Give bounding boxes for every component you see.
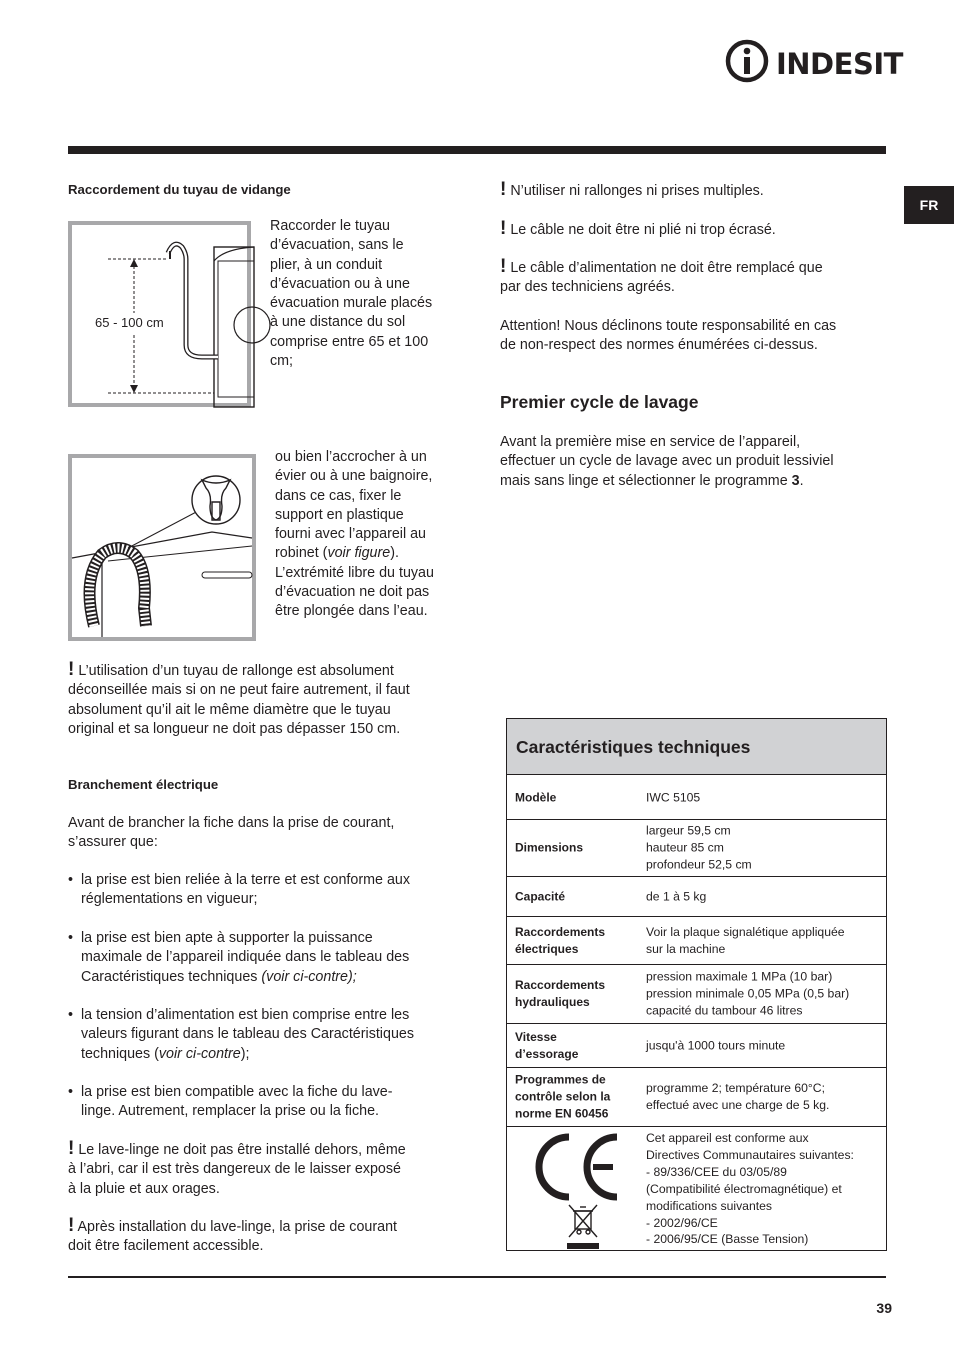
ce-weee-marks bbox=[527, 1131, 623, 1251]
electrical-title: Branchement électrique bbox=[68, 777, 219, 792]
warning-icon: ! bbox=[500, 179, 507, 200]
electrical-intro: Avant de brancher la fiche dans la prise de courant, s’assurer que: bbox=[68, 815, 395, 851]
socket-access-warning: ! Après installation du lave-linge, la prise de courant doit être facilement accessible. bbox=[68, 1215, 397, 1255]
spec-row-hydraulic: Raccordements hydrauliques pression maximale 1 MPa (10 bar) pression minimale 0,05 MPa (0,5 bar) capacité du tambour 46 litres bbox=[507, 965, 886, 1024]
outdoor-warning: ! Le lave-linge ne doit pas être installé dehors, même à l’abri, car il est très dangereux de le laisser exposé à la pluie et aux orages. bbox=[68, 1138, 406, 1197]
liability-notice: Attention! Nous déclinons toute responsabilité en cas de non-respect des normes énumérées ci-dessus. bbox=[500, 318, 837, 354]
specs-header bbox=[507, 719, 886, 775]
language-tab: FR bbox=[904, 186, 954, 224]
requirement-item-plug: • la prise est bien compatible avec la fiche du lave- linge. Autrement, remplacer la prise ou la fiche. bbox=[68, 1084, 393, 1120]
indesit-logo bbox=[724, 38, 903, 84]
drain-height-figure bbox=[68, 221, 251, 407]
first-cycle-text: Avant la première mise en service de l’appareil, effectuer un cycle de lavage avec un produit lessiviel mais sans linge et sélectionner le programme 3. bbox=[500, 434, 834, 489]
warning-icon: ! bbox=[68, 1138, 75, 1159]
warning-icon: ! bbox=[500, 218, 507, 239]
warning-icon: ! bbox=[68, 1215, 75, 1236]
drain-instructions-1: Raccorder le tuyau d’évacuation, sans le plier, à un conduit d’évacuation ou à une évacuation murale placés à une distance du sol comprise entre 65 et 100 cm; bbox=[270, 218, 433, 370]
footer-rule bbox=[68, 1276, 886, 1278]
spec-row-test-programs: Programmes de contrôle selon la norme EN 60456 programme 2; température 60°C; effectué avec une charge de 5 kg. bbox=[507, 1068, 886, 1127]
spec-row-dimensions: Dimensions largeur 59,5 cm hauteur 85 cm profondeur 52,5 cm bbox=[507, 820, 886, 877]
warning-icon: ! bbox=[500, 256, 507, 277]
warning-icon: ! bbox=[68, 659, 75, 680]
warning-cable-bend: ! Le câble ne doit être ni plié ni trop écrasé. bbox=[500, 218, 776, 239]
drain-hose-title: Raccordement du tuyau de vidange bbox=[68, 182, 291, 197]
requirement-item-earth: • la prise est bien reliée à la terre et est conforme aux réglementations en vigueur; bbox=[68, 872, 410, 908]
brand-wordmark: INDESIT bbox=[776, 47, 903, 81]
spec-row-spin: Vitesse d’essorage jusqu'à 1000 tours minute bbox=[507, 1024, 886, 1068]
header-rule bbox=[68, 146, 886, 154]
warning-cable-replace: ! Le câble d’alimentation ne doit être remplacé que par des techniciens agréés. bbox=[500, 256, 823, 296]
spec-row-electrical: Raccordements électriques Voir la plaque signalétique appliquée sur la machine bbox=[507, 917, 886, 965]
requirement-item-voltage: • la tension d’alimentation est bien comprise entre les valeurs figurant dans le tableau des Caractéristiques techniques (voir ci-contre); bbox=[68, 1007, 414, 1062]
extension-hose-warning: ! L’utilisation d’un tuyau de rallonge est absolument déconseillée mais si on ne peut faire autrement, il faut absolument qu’il ait le même diamètre que le tuyau original et sa longueur ne doit pas dépasser 150 cm. bbox=[68, 659, 410, 737]
height-range-label: 65 - 100 cm bbox=[95, 315, 164, 330]
requirement-item-power: • la prise est bien apte à supporter la puissance maximale de l’appareil indiquée dans le tableau des Caractéristiques techniques (voir ci-contre); bbox=[68, 930, 410, 985]
technical-specs-table bbox=[506, 718, 887, 1251]
compliance-text: Cet appareil est conforme aux Directives Communautaires suivantes: - 89/336/CEE du 03/05/89 (Compatibilité électromagnétique) et modifications suivantes - 2002/96/CE - 2006/95/CE (Basse Tension) bbox=[646, 1131, 854, 1247]
sink-hook-figure bbox=[68, 454, 256, 641]
page-number: 39 bbox=[876, 1300, 892, 1316]
spec-row-model: Modèle IWC 5105 bbox=[507, 776, 886, 820]
drain-instructions-2: ou bien l’accrocher à un évier ou à une baignoire, dans ce cas, fixer le support en plastique fourni avec l’appareil au robinet (voir figure). L’extrémité libre du tuyau d’évacuation ne doit pas être plongée dans l’eau. bbox=[275, 449, 434, 620]
warning-no-extensions: ! N’utiliser ni rallonges ni prises multiples. bbox=[500, 179, 764, 200]
first-cycle-title: Premier cycle de lavage bbox=[500, 392, 699, 412]
specs-title: Caractéristiques techniques bbox=[516, 737, 751, 757]
spec-row-capacity: Capacité de 1 à 5 kg bbox=[507, 877, 886, 917]
